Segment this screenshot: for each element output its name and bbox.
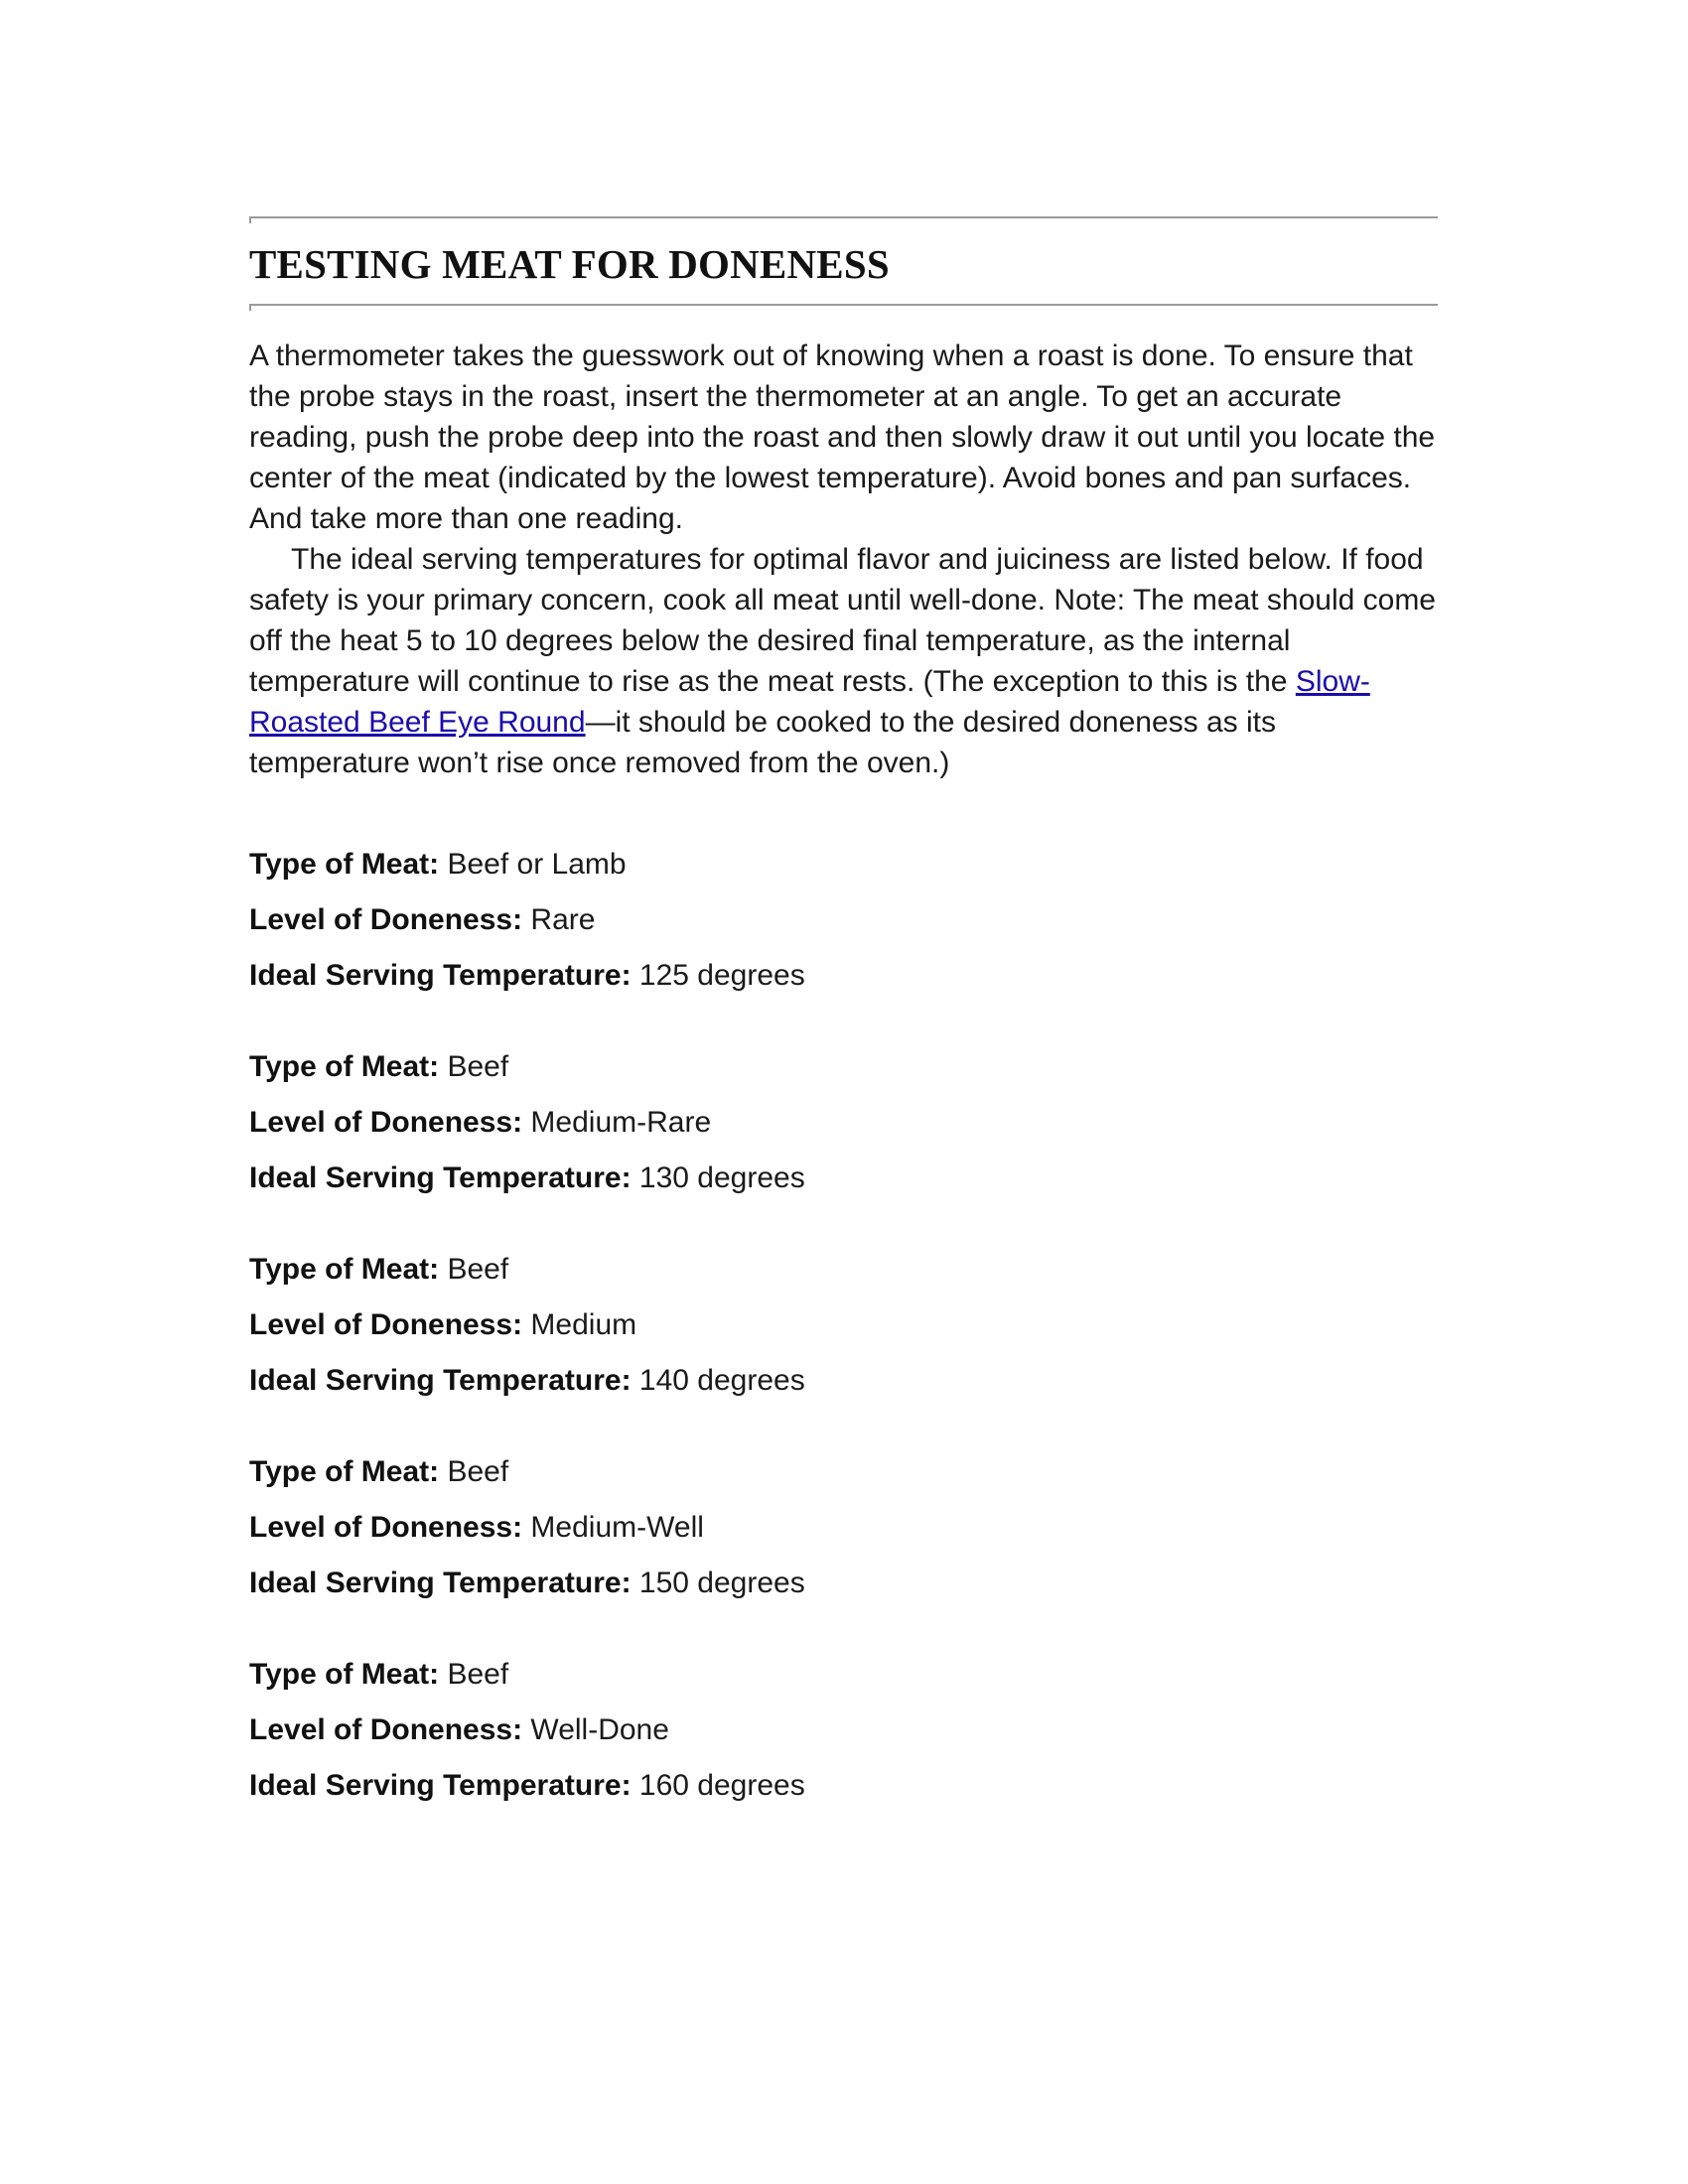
intro-text bbox=[249, 336, 1438, 783]
type-value: Beef bbox=[447, 1253, 509, 1286]
doneness-entry bbox=[249, 1657, 1438, 1804]
intro-paragraph-2-start: The ideal serving temperatures for optimal flavor and juiciness are listed below. If food safety is your primary concern, cook all meat until well-done. Note: The meat should come off the heat 5 to 10 degrees below the desired final temperature, as the internal temperature will continue to rise as the meat rests. (The exception to this is the bbox=[249, 543, 1436, 698]
top-rule bbox=[249, 216, 1438, 218]
slow-roasted-beef-eye-round-link[interactable]: Slow-Roasted Beef Eye Round bbox=[249, 665, 1370, 739]
type-row bbox=[249, 1657, 1438, 1693]
doneness-entry bbox=[249, 1454, 1438, 1601]
doneness-label: Level of Doneness: bbox=[249, 1308, 523, 1341]
type-label: Type of Meat: bbox=[249, 848, 440, 881]
type-row bbox=[249, 847, 1438, 883]
type-label: Type of Meat: bbox=[249, 1658, 440, 1691]
doneness-label: Level of Doneness: bbox=[249, 1511, 523, 1544]
type-value: Beef bbox=[447, 1050, 509, 1083]
doneness-list bbox=[249, 847, 1438, 1804]
doneness-entry bbox=[249, 847, 1438, 994]
doneness-label: Level of Doneness: bbox=[249, 903, 523, 936]
page-title: TESTING MEAT FOR DONENESS bbox=[249, 241, 890, 287]
type-value: Beef bbox=[447, 1658, 509, 1691]
doneness-value: Well-Done bbox=[530, 1713, 669, 1746]
intro-paragraph-1: A thermometer takes the guesswork out of knowing when a roast is done. To ensure that the probe stays in the roast, insert the thermometer at an angle. To get an accurate reading, push the probe deep into the roast and then slowly draw it out until you locate the center of the meat (indicated by the lowest temperature). Avoid bones and pan surfaces. And take more than one reading. bbox=[249, 340, 1436, 535]
temperature-value: 150 degrees bbox=[638, 1567, 805, 1599]
temperature-value: 125 degrees bbox=[638, 959, 805, 992]
type-row bbox=[249, 1252, 1438, 1288]
doneness-label: Level of Doneness: bbox=[249, 1713, 523, 1746]
intro-paragraph-2-end: —it should be cooked to the desired doneness as its temperature won’t rise once removed from the oven.) bbox=[249, 706, 1276, 779]
doneness-entry bbox=[249, 1049, 1438, 1196]
temperature-label: Ideal Serving Temperature: bbox=[249, 1364, 632, 1397]
doneness-value: Medium-Well bbox=[530, 1511, 704, 1544]
type-value: Beef or Lamb bbox=[447, 848, 627, 881]
document-page bbox=[249, 216, 1438, 1859]
temperature-label: Ideal Serving Temperature: bbox=[249, 959, 632, 992]
doneness-value: Rare bbox=[530, 903, 596, 936]
temperature-row bbox=[249, 958, 1438, 994]
type-label: Type of Meat: bbox=[249, 1455, 440, 1488]
doneness-label: Level of Doneness: bbox=[249, 1106, 523, 1139]
doneness-row bbox=[249, 1105, 1438, 1141]
temperature-label: Ideal Serving Temperature: bbox=[249, 1567, 632, 1599]
intro-paragraph-2 bbox=[249, 539, 1438, 783]
type-row bbox=[249, 1049, 1438, 1085]
type-label: Type of Meat: bbox=[249, 1253, 440, 1286]
doneness-row bbox=[249, 1712, 1438, 1748]
doneness-row bbox=[249, 1510, 1438, 1546]
type-value: Beef bbox=[447, 1455, 509, 1488]
title-rule bbox=[249, 304, 1438, 306]
temperature-value: 160 degrees bbox=[638, 1769, 805, 1802]
doneness-row bbox=[249, 1307, 1438, 1343]
doneness-entry bbox=[249, 1252, 1438, 1399]
type-label: Type of Meat: bbox=[249, 1050, 440, 1083]
temperature-value: 140 degrees bbox=[638, 1364, 805, 1397]
doneness-row bbox=[249, 902, 1438, 938]
doneness-value: Medium bbox=[530, 1308, 637, 1341]
temperature-row bbox=[249, 1768, 1438, 1804]
temperature-row bbox=[249, 1566, 1438, 1601]
type-row bbox=[249, 1454, 1438, 1490]
temperature-label: Ideal Serving Temperature: bbox=[249, 1769, 632, 1802]
temperature-value: 130 degrees bbox=[638, 1161, 805, 1194]
temperature-label: Ideal Serving Temperature: bbox=[249, 1161, 632, 1194]
temperature-row bbox=[249, 1363, 1438, 1399]
temperature-row bbox=[249, 1160, 1438, 1196]
doneness-value: Medium-Rare bbox=[530, 1106, 712, 1139]
